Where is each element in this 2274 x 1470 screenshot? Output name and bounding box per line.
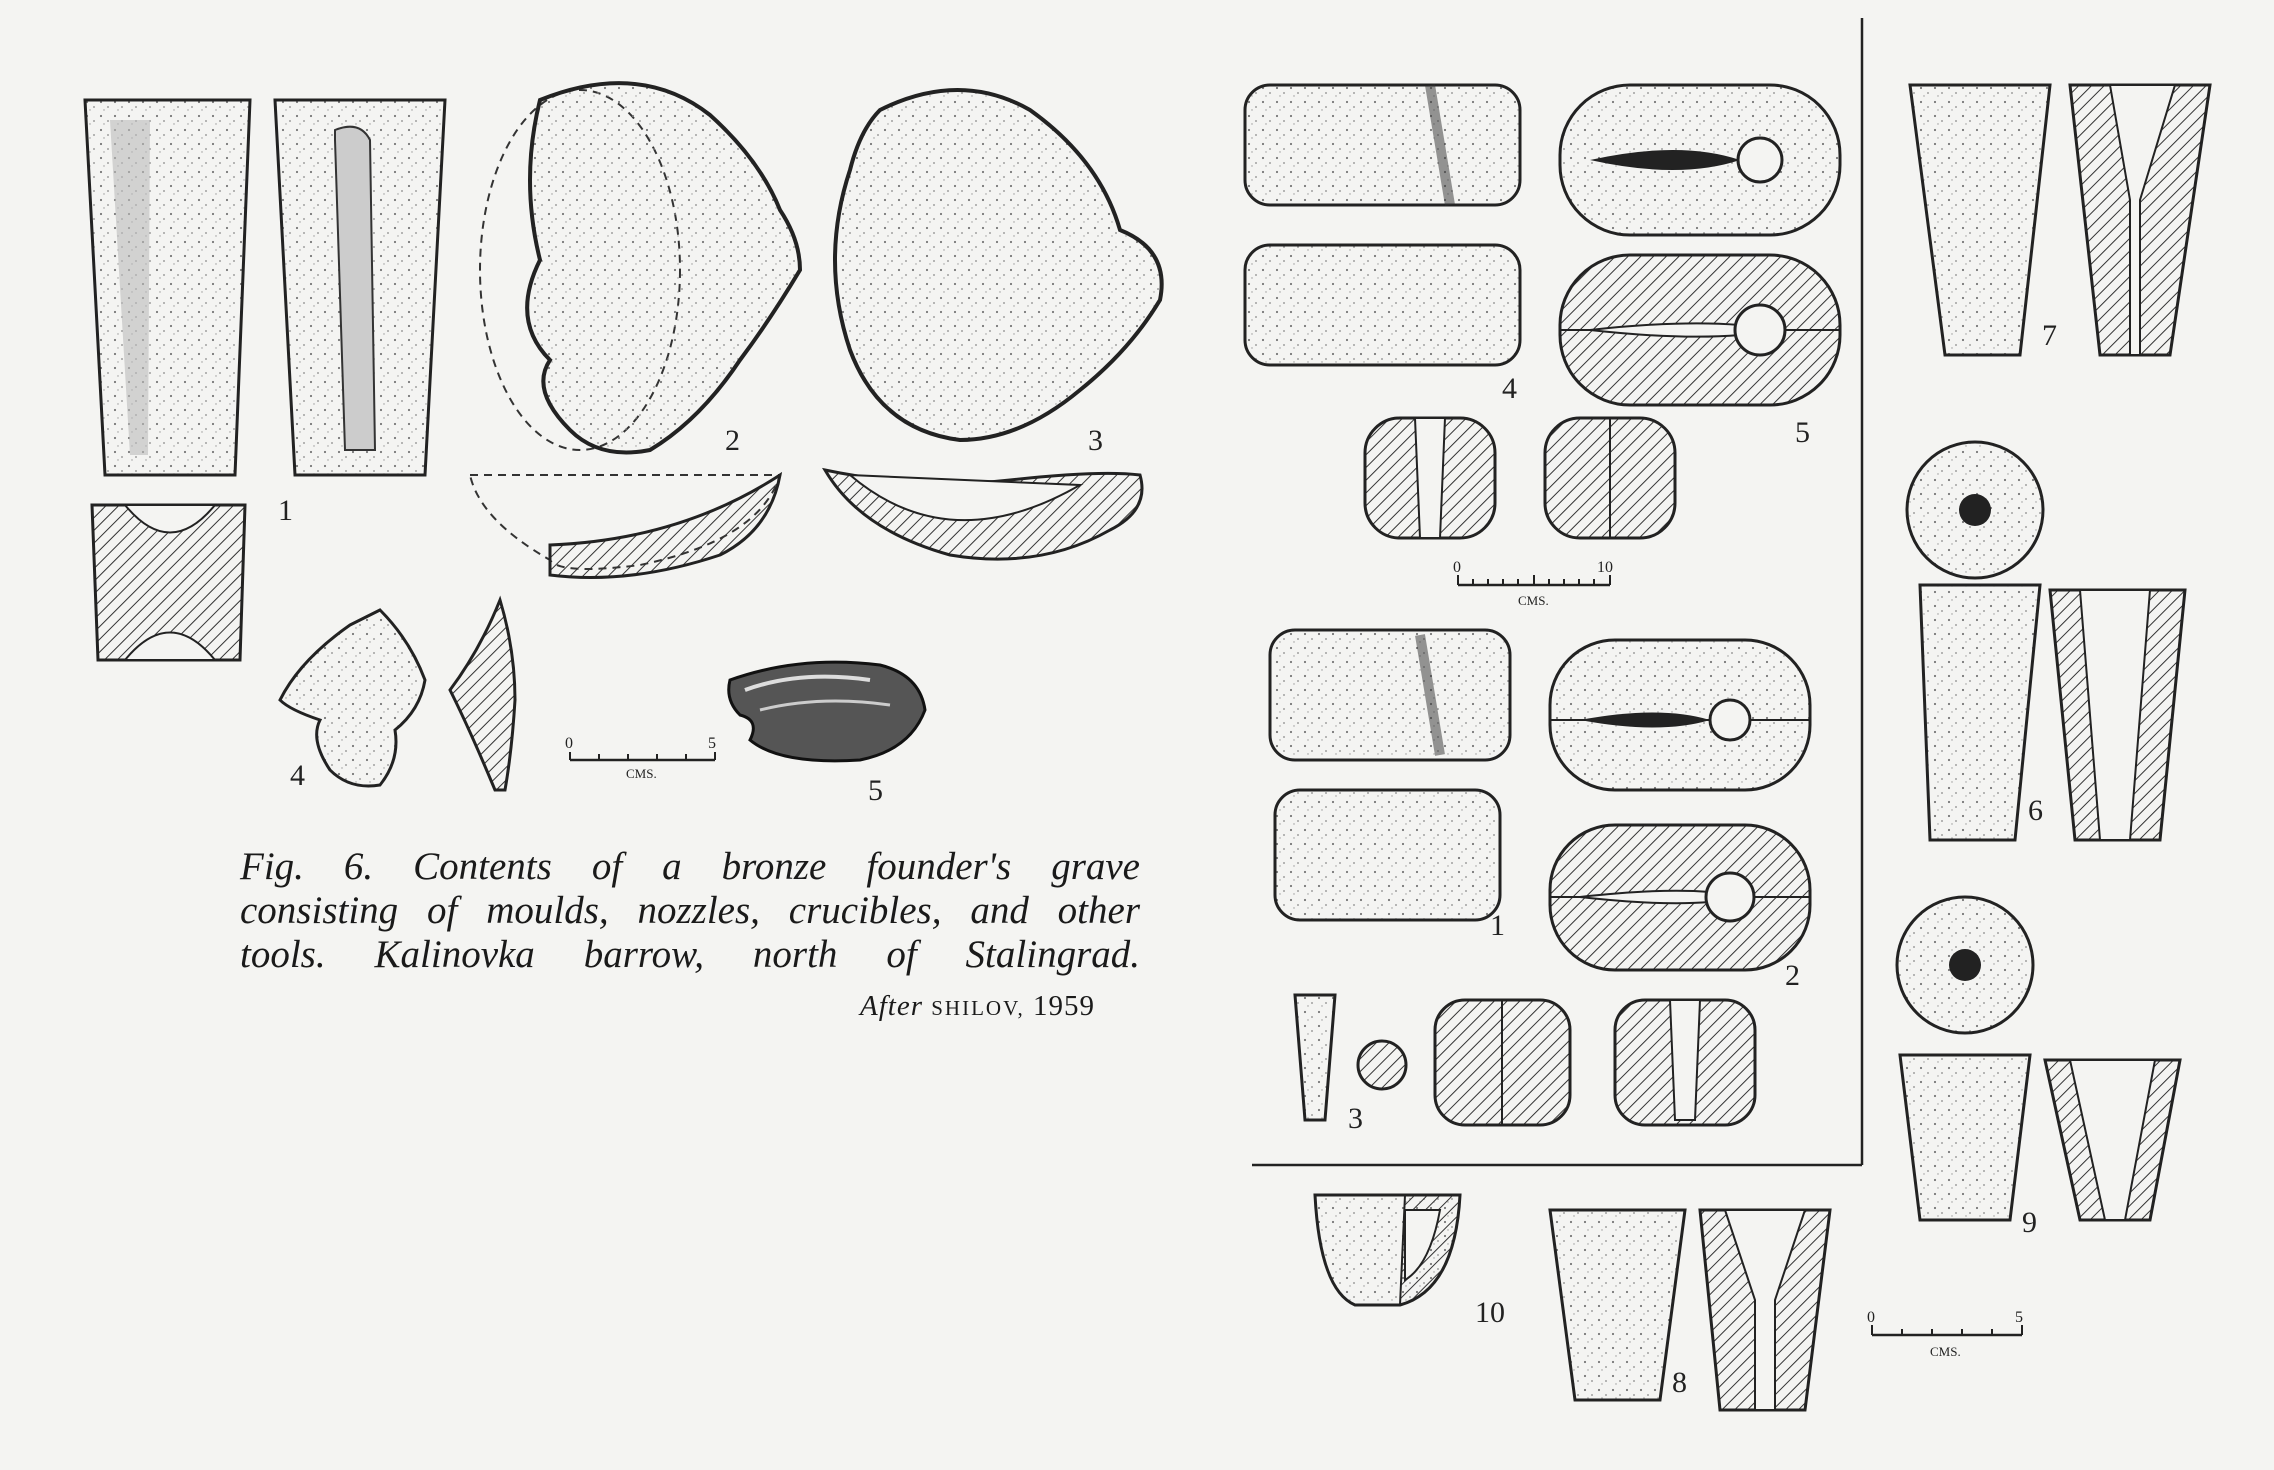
nozzle-8 <box>1550 1210 1830 1410</box>
mould-4-upper <box>1245 85 1520 365</box>
mould-5-upper <box>1560 85 1840 405</box>
label-left-2: 2 <box>725 424 740 457</box>
nozzle-6 <box>1907 442 2185 840</box>
figure-caption <box>240 845 1140 977</box>
caption-line-3: tools. Kalinovka barrow, north of Stalingrad. <box>240 933 1140 976</box>
scale-right-end: 5 <box>2015 1309 2023 1326</box>
label-far-9: 9 <box>2022 1206 2037 1239</box>
mould-2-lower <box>1550 640 1810 970</box>
label-lower-2: 2 <box>1785 959 1800 992</box>
scale-left-end: 5 <box>708 735 716 752</box>
label-left-4: 4 <box>290 759 305 792</box>
label-left-3: 3 <box>1088 424 1103 457</box>
caption-line-1: Fig. 6. Contents of a bronze founder's grave <box>240 845 1140 888</box>
mould-1-left <box>85 100 250 475</box>
figure-credit <box>860 990 1095 1023</box>
crucible-2 <box>480 83 800 452</box>
scale-right-unit: CMS. <box>1930 1344 1961 1359</box>
label-lower-3: 3 <box>1348 1102 1363 1135</box>
nozzle-9 <box>1897 897 2180 1220</box>
credit-author: SHILOV, <box>931 996 1025 1020</box>
scale-bar-middle <box>1453 559 1613 608</box>
crucible-2-section <box>470 475 780 578</box>
mould-1-right <box>275 100 445 475</box>
caption-line-2: consisting of moulds, nozzles, crucibles, and other <box>240 889 1140 932</box>
label-bottom-8: 8 <box>1672 1366 1687 1399</box>
credit-year: 1959 <box>1033 990 1096 1022</box>
label-left-5: 5 <box>868 774 883 807</box>
scale-left-start: 0 <box>565 735 573 752</box>
scale-bar-left <box>565 735 716 781</box>
crucible-3 <box>835 90 1162 440</box>
scale-middle-start: 0 <box>1453 559 1461 576</box>
shell-tool-5 <box>729 662 925 761</box>
label-bottom-10: 10 <box>1475 1296 1505 1329</box>
label-lower-1: 1 <box>1490 909 1505 942</box>
scale-middle-end: 10 <box>1597 559 1613 576</box>
crucible-3-section <box>825 470 1142 559</box>
scale-middle-unit: CMS. <box>1518 593 1549 608</box>
label-upper-5: 5 <box>1795 416 1810 449</box>
credit-after: After <box>860 990 923 1022</box>
scale-right-start: 0 <box>1867 1309 1875 1326</box>
mould-sections-upper <box>1365 418 1675 538</box>
mould-1-lower <box>1270 630 1510 920</box>
scale-bar-right <box>1867 1309 2023 1359</box>
nozzle-fragment-4 <box>280 600 515 790</box>
label-left-1: 1 <box>278 494 293 527</box>
label-far-7: 7 <box>2042 319 2057 352</box>
label-upper-4: 4 <box>1502 372 1517 405</box>
nozzle-7 <box>1910 85 2210 355</box>
scale-left-unit: CMS. <box>626 766 657 781</box>
mould-1-section <box>92 505 245 660</box>
label-far-6: 6 <box>2028 794 2043 827</box>
crucible-10 <box>1315 1195 1460 1305</box>
mould-3-lower <box>1295 995 1755 1125</box>
